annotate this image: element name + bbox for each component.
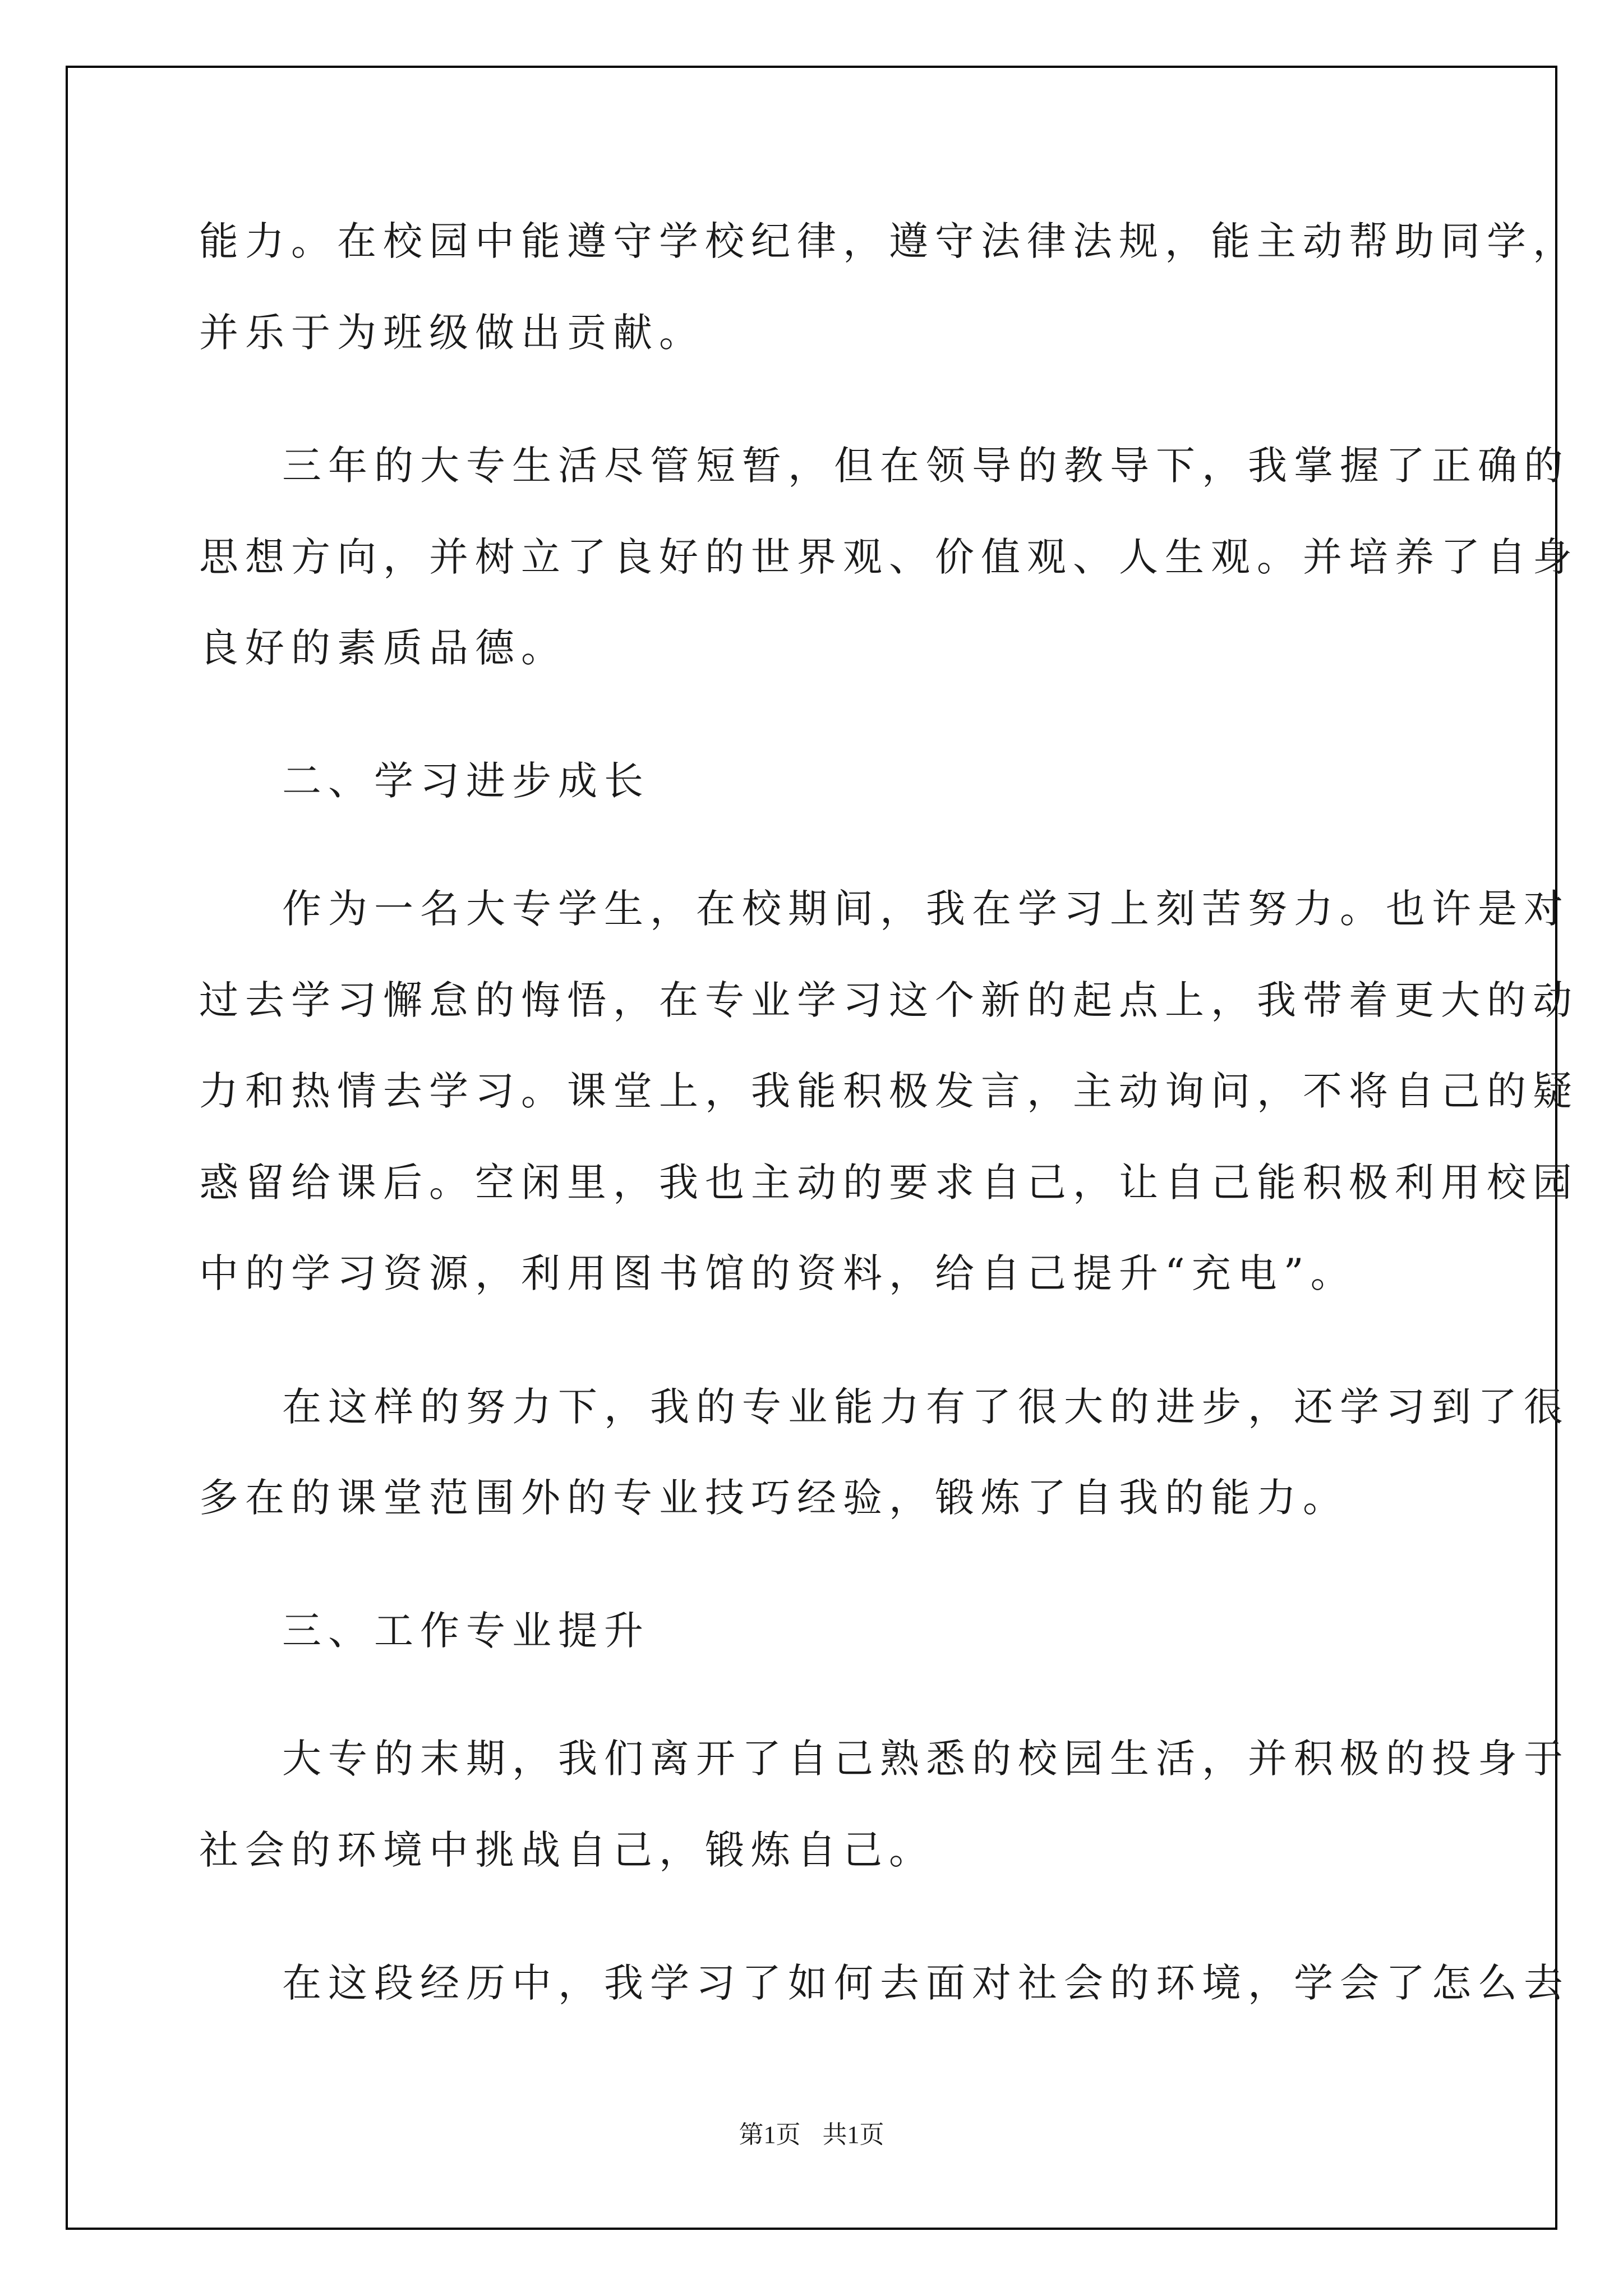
page-number-total: 共1页: [822, 2121, 884, 2148]
section-heading: 三、工作专业提升: [282, 1608, 650, 1654]
text-line: 大专的末期，我们离开了自己熟悉的校园生活，并积极的投身于: [282, 1736, 1570, 1782]
page-footer: [0, 2118, 1623, 2152]
text-line: 在这样的努力下，我的专业能力有了很大的进步，还学习到了很: [282, 1384, 1570, 1430]
text-line: 力和热情去学习。课堂上，我能积极发言，主动询问，不将自己的疑: [199, 1068, 1579, 1114]
page-number-current: 第1页: [739, 2121, 801, 2148]
text-line: 多在的课堂范围外的专业技巧经验，锻炼了自我的能力。: [199, 1475, 1349, 1521]
section-heading: 二、学习进步成长: [282, 758, 650, 804]
text-line: 并乐于为班级做出贡献。: [199, 310, 705, 356]
text-line: 中的学习资源，利用图书馆的资料，给自己提升“充电”。: [199, 1250, 1357, 1296]
text-line: 惑留给课后。空闲里，我也主动的要求自己，让自己能积极利用校园: [199, 1159, 1579, 1205]
text-line: 过去学习懈怠的悔悟，在专业学习这个新的起点上，我带着更大的动: [199, 977, 1579, 1023]
page-border: [66, 66, 1557, 2230]
text-line: 社会的环境中挑战自己，锻炼自己。: [199, 1827, 935, 1873]
text-line: 良好的素质品德。: [199, 625, 567, 671]
text-line: 能力。在校园中能遵守学校纪律，遵守法律法规，能主动帮助同学，: [199, 218, 1579, 264]
text-line: 三年的大专生活尽管短暂，但在领导的教导下，我掌握了正确的: [282, 443, 1570, 489]
text-line: 作为一名大专学生，在校期间，我在学习上刻苦努力。也许是对: [282, 886, 1570, 932]
text-line: 思想方向，并树立了良好的世界观、价值观、人生观。并培养了自身: [199, 534, 1579, 580]
text-line: 在这段经历中，我学习了如何去面对社会的环境，学会了怎么去: [282, 1960, 1570, 2006]
